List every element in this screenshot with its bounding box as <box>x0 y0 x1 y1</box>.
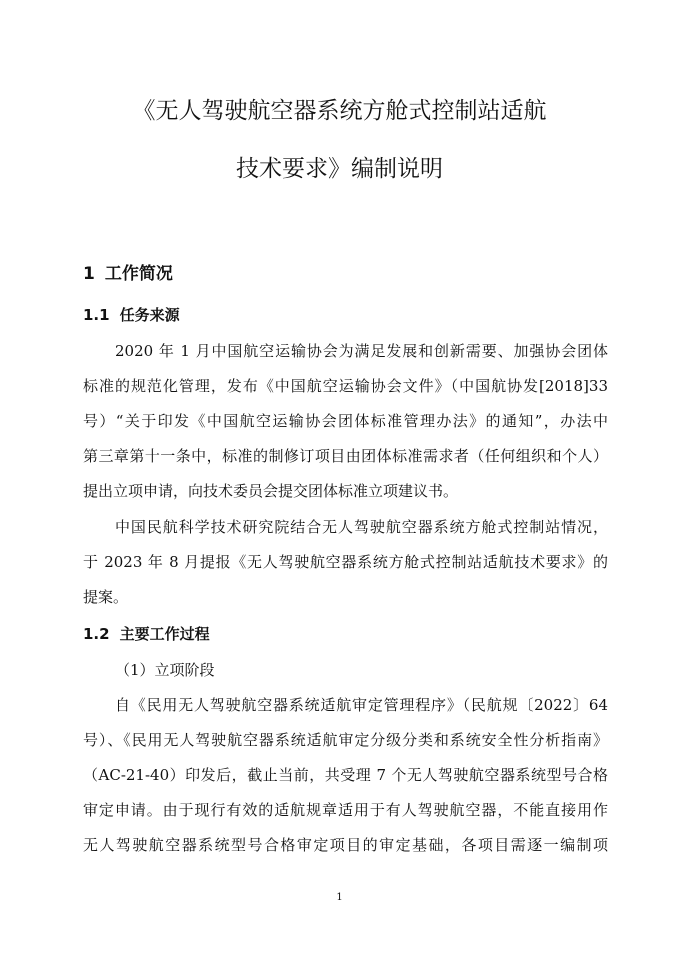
section-1-number: 1 <box>83 264 95 284</box>
paragraph-line: 中国民航科学技术研究院结合无人驾驶航空器系统方舱式控制站情况， <box>115 518 608 536</box>
paragraph-line: 2020 年 1 月中国航空运输协会为满足发展和创新需要、加强协会团体 <box>115 342 608 360</box>
paragraph-line: 标准的规范化管理，发布《中国航空运输协会文件》（中国航协发[2018]33 <box>83 377 608 395</box>
paragraph-line: （AC-21-40）印发后，截止当前，共受理 7 个无人驾驶航空器系统型号合格 <box>83 766 608 784</box>
section-1-2-number: 1.2 <box>83 625 110 643</box>
stage-label: （1）立项阶段 <box>115 661 215 679</box>
section-1-2-heading <box>83 623 210 644</box>
section-1-2-title: 主要工作过程 <box>119 625 210 643</box>
paragraph-line: 第三章第十一条中，标准的制修订项目由团体标准需求者（任何组织和个人） <box>83 447 608 465</box>
paragraph-line: 无人驾驶航空器系统型号合格审定项目的审定基础，各项目需逐一编制项 <box>83 836 608 854</box>
paragraph-line: 于 2023 年 8 月提报《无人驾驶航空器系统方舱式控制站适航技术要求》的 <box>83 553 608 571</box>
paragraph-line: 审定申请。由于现行有效的适航规章适用于有人驾驶航空器，不能直接用作 <box>83 801 608 819</box>
section-1-1-number: 1.1 <box>83 306 110 324</box>
section-1-title: 工作简况 <box>104 264 173 284</box>
paragraph-line: 提案。 <box>83 588 129 606</box>
paragraph-line: 自《民用无人驾驶航空器系统适航审定管理程序》（民航规〔2022〕64 <box>115 696 608 714</box>
paragraph-line: 号）“关于印发《中国航空运输协会团体标准管理办法》的通知”，办法中 <box>83 412 608 430</box>
section-1-heading <box>83 259 173 284</box>
section-1-1-heading <box>83 304 180 325</box>
document-title-line-2: 技术要求》编制说明 <box>236 156 443 182</box>
section-1-1-title: 任务来源 <box>119 306 180 324</box>
paragraph-line: 提出立项申请，向技术委员会提交团体标准立项建议书。 <box>83 482 459 500</box>
paragraph-line: 号）、《民用无人驾驶航空器系统适航审定分级分类和系统安全性分析指南》 <box>83 731 608 749</box>
document-title-line-1: 《无人驾驶航空器系统方舱式控制站适航 <box>132 98 547 124</box>
page-number: 1 <box>336 892 343 903</box>
